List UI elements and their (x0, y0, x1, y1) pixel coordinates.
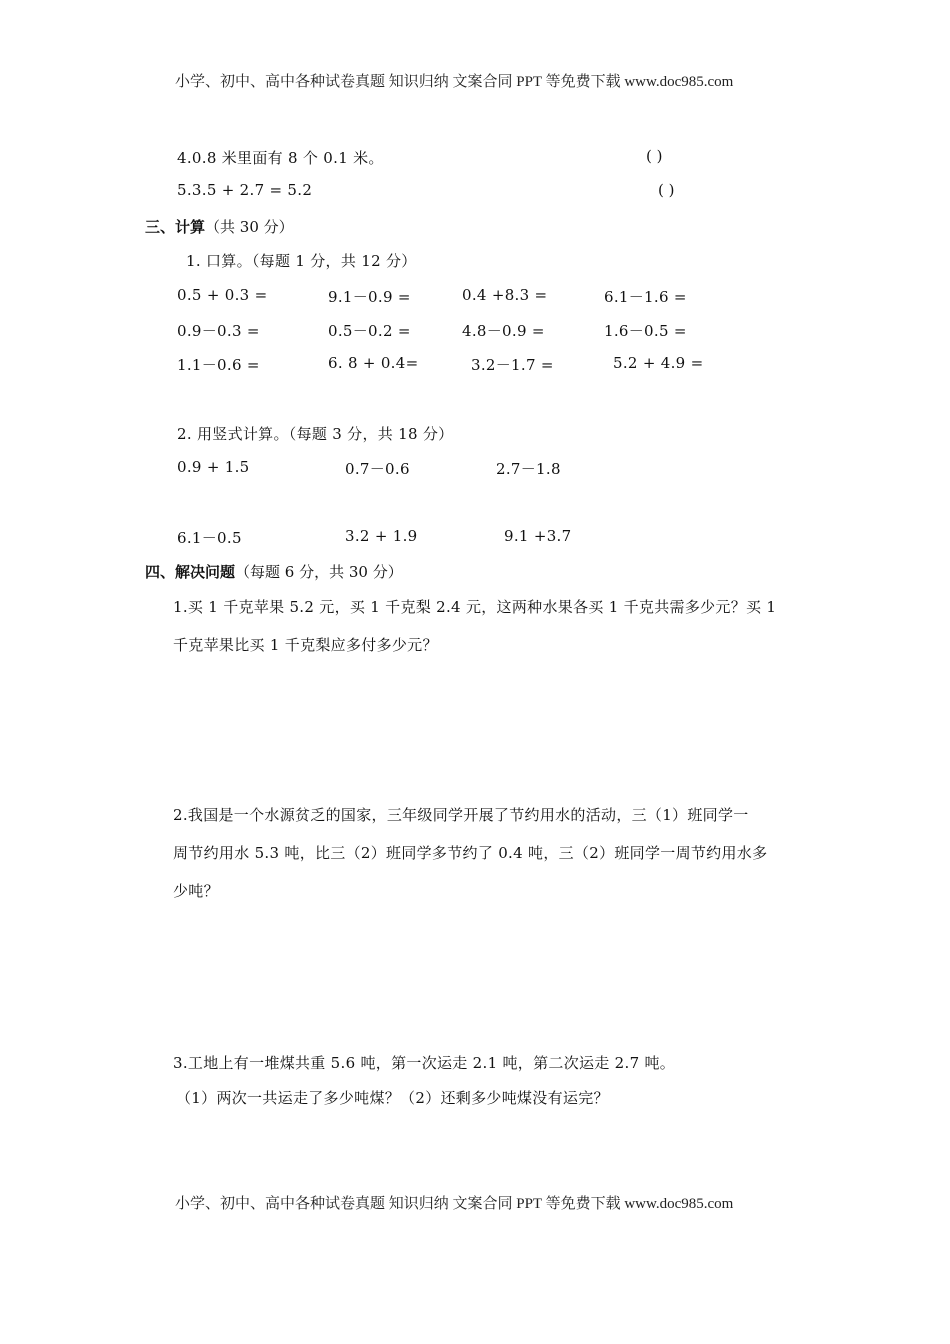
oral-calc-item: 1.1－0.6 = (177, 356, 260, 374)
section-4-heading (145, 561, 403, 582)
section-3-note: （共 30 分） (205, 218, 294, 236)
oral-calc-item: 6.1－1.6 = (604, 288, 687, 306)
judgement-item-4: 4.0.8 米里面有 8 个 0.1 米。 (177, 149, 384, 167)
vertical-calc-item: 6.1－0.5 (177, 529, 242, 547)
problem-2-line-2: 周节约用水 5.3 吨，比三（2）班同学多节约了 0.4 吨，三（2）班同学一周节约用水多 (173, 844, 768, 862)
judgement-item-5: 5.3.5 + 2.7 = 5.2 (177, 181, 313, 199)
problem-2-line-3: 少吨？ (173, 882, 219, 900)
part-2-title: 2. 用竖式计算。（每题 3 分，共 18 分） (177, 425, 454, 443)
oral-calc-item: 0.4 +8.3 = (462, 286, 548, 304)
oral-calc-item: 0.5－0.2 = (328, 322, 411, 340)
oral-calc-item: 1.6－0.5 = (604, 322, 687, 340)
section-4-title: 四、解决问题 (145, 563, 236, 581)
vertical-calc-item: 2.7－1.8 (496, 460, 561, 478)
answer-blank-5[interactable]: ( ) (658, 181, 675, 199)
answer-blank-4[interactable]: ( ) (646, 147, 663, 165)
problem-1-line-2: 千克苹果比买 1 千克梨应多付多少元？ (173, 636, 438, 654)
section-3-heading (145, 216, 294, 237)
oral-calc-item: 5.2 + 4.9 = (613, 354, 704, 372)
section-4-note: （每题 6 分，共 30 分） (235, 563, 403, 581)
section-3-title: 三、计算 (145, 218, 206, 236)
oral-calc-item: 4.8－0.9 = (462, 322, 545, 340)
oral-calc-item: 3.2－1.7 = (471, 356, 554, 374)
problem-2-line-1: 2.我国是一个水源贫乏的国家，三年级同学开展了节约用水的活动，三（1）班同学一 (173, 806, 749, 824)
problem-3-line-2: （1）两次一共运走了多少吨煤？（2）还剩多少吨煤没有运完？ (176, 1089, 609, 1107)
page-footer: 小学、初中、高中各种试卷真题 知识归纳 文案合同 PPT 等免费下载 www.doc985.com (175, 1196, 734, 1212)
vertical-calc-item: 3.2 + 1.9 (345, 527, 418, 545)
problem-1-line-1: 1.买 1 千克苹果 5.2 元，买 1 千克梨 2.4 元，这两种水果各买 1 千克共需多少元？买 1 (173, 598, 777, 616)
problem-3-line-1: 3.工地上有一堆煤共重 5.6 吨，第一次运走 2.1 吨，第二次运走 2.7 吨。 (173, 1054, 676, 1072)
vertical-calc-item: 0.7－0.6 (345, 460, 410, 478)
oral-calc-item: 9.1－0.9 = (328, 288, 411, 306)
page-header: 小学、初中、高中各种试卷真题 知识归纳 文案合同 PPT 等免费下载 www.doc985.com (175, 74, 734, 90)
oral-calc-item: 0.5 + 0.3 = (177, 286, 268, 304)
oral-calc-item: 0.9－0.3 = (177, 322, 260, 340)
vertical-calc-item: 9.1 +3.7 (504, 527, 572, 545)
oral-calc-item: 6. 8 + 0.4= (328, 354, 419, 372)
part-1-title: 1. 口算。（每题 1 分，共 12 分） (186, 252, 417, 270)
vertical-calc-item: 0.9 + 1.5 (177, 458, 250, 476)
